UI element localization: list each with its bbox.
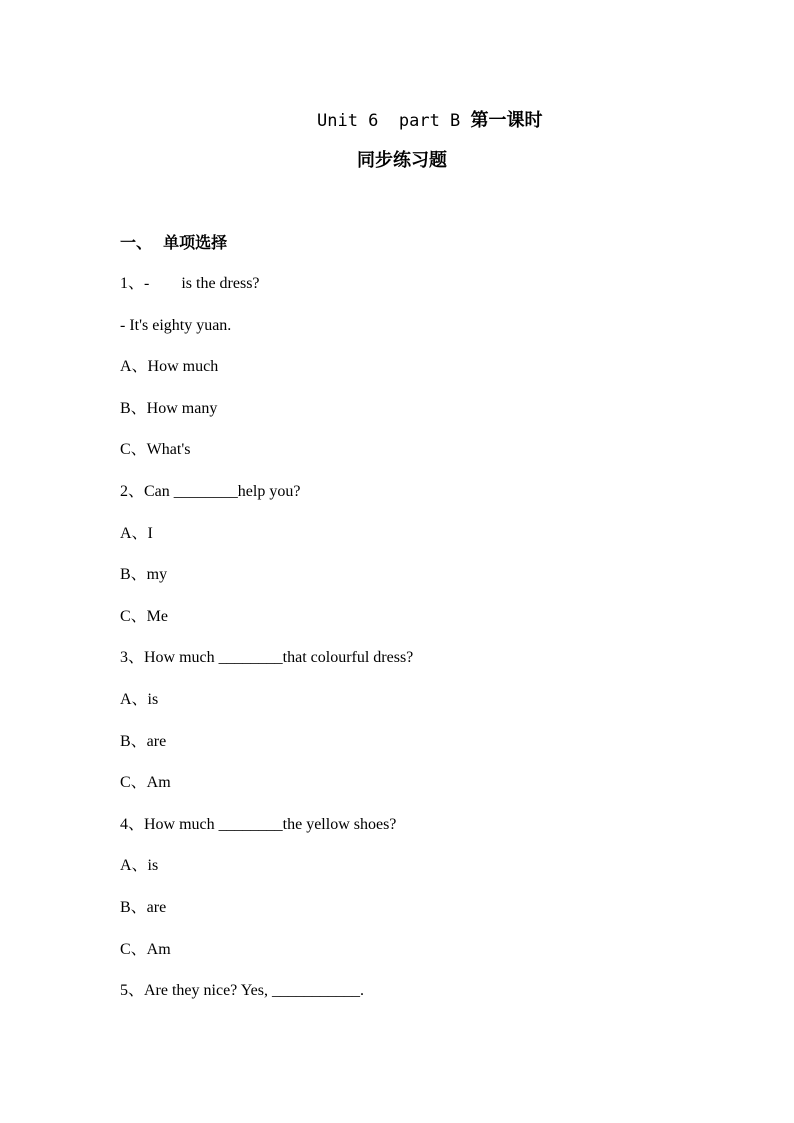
question-1-option-b: B、How many bbox=[120, 400, 218, 417]
question-4-stem: 4、How much ________the yellow shoes? bbox=[120, 816, 397, 833]
question-3-stem: 3、How much ________that colourful dress? bbox=[120, 649, 414, 666]
question-1-option-c: C、What's bbox=[120, 441, 191, 458]
question-2-option-a: A、I bbox=[120, 525, 153, 542]
question-4-option-a: A、is bbox=[120, 857, 159, 874]
question-4-option-b: B、are bbox=[120, 899, 167, 916]
section-heading: 一、 单项选择 bbox=[120, 233, 228, 252]
question-3-option-b: B、are bbox=[120, 733, 167, 750]
question-3-option-c: C、Am bbox=[120, 774, 171, 791]
question-2-option-c: C、Me bbox=[120, 608, 169, 625]
question-1-answer-line: - It's eighty yuan. bbox=[120, 317, 232, 334]
question-2-option-b: B、my bbox=[120, 566, 168, 583]
page-subtitle: 同步练习题 bbox=[357, 150, 447, 171]
question-1-stem: 1、- is the dress? bbox=[120, 275, 260, 292]
question-2-stem: 2、Can ________help you? bbox=[120, 483, 301, 500]
question-5-stem: 5、Are they nice? Yes, ___________. bbox=[120, 982, 364, 999]
question-1-option-a: A、How much bbox=[120, 358, 219, 375]
page-title-latin: Unit 6 part B bbox=[317, 111, 471, 131]
page-title-cjk: 第一课时 bbox=[470, 110, 543, 131]
page-title bbox=[317, 106, 543, 132]
question-3-option-a: A、is bbox=[120, 691, 159, 708]
question-4-option-c: C、Am bbox=[120, 941, 171, 958]
